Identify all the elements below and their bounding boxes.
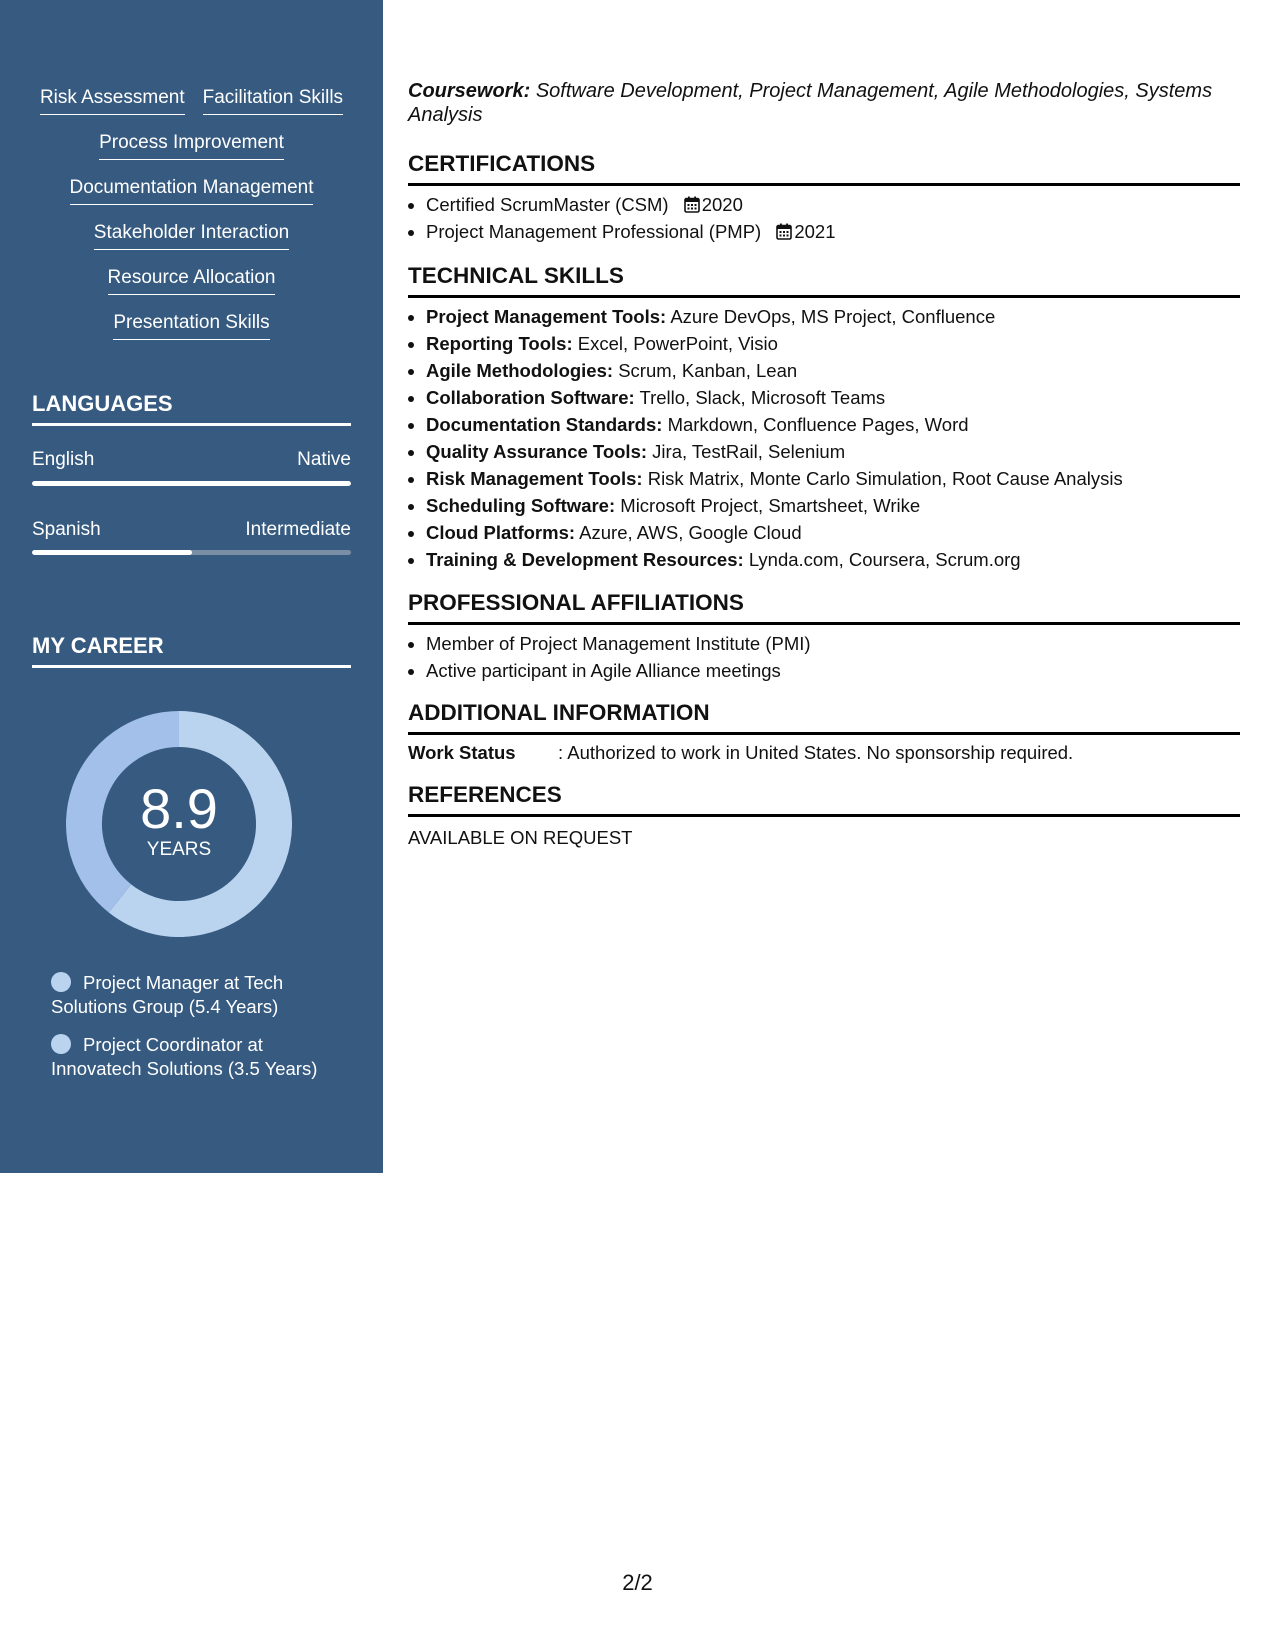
skill-tag: Stakeholder Interaction [94, 221, 289, 250]
language-spanish [32, 519, 351, 541]
skill-tag: Presentation Skills [113, 311, 269, 340]
certification-name: Project Management Professional (PMP) [426, 221, 762, 242]
career-role-item [51, 971, 341, 1019]
list-item: • Member of Project Management Institute (PMI) [426, 630, 811, 657]
language-bar-fill [32, 550, 192, 555]
list-item [426, 492, 1123, 519]
skill-label: Scheduling Software: [426, 495, 616, 516]
list-item [426, 218, 836, 245]
skill-value: Markdown, Confluence Pages, Word [667, 414, 969, 435]
career-role-label: Project Coordinator at Innovatech Solutions (3.5 Years) [51, 1034, 318, 1079]
sidebar [0, 0, 383, 1173]
skill-tag: Process Improvement [99, 131, 284, 160]
technical-skills-list [408, 303, 1123, 573]
language-bar-spanish [32, 550, 351, 555]
career-total-years: 8.9 [140, 777, 218, 840]
skill-label: Cloud Platforms: [426, 522, 576, 543]
career-years-unit: YEARS [146, 839, 212, 860]
skill-label: Risk Management Tools: [426, 468, 643, 489]
skill-tag: Documentation Management [70, 176, 314, 205]
certifications-list [408, 191, 836, 245]
language-level: Native [297, 449, 351, 470]
certification-year: 2020 [701, 194, 743, 215]
list-item [426, 465, 1123, 492]
list-item [426, 384, 1123, 411]
additional-info-heading: ADDITIONAL INFORMATION [408, 700, 1240, 735]
skill-value: Risk Matrix, Monte Carlo Simulation, Root Cause Analysis [647, 468, 1123, 489]
skill-label: Documentation Standards: [426, 414, 663, 435]
technical-skills-heading: TECHNICAL SKILLS [408, 263, 1240, 298]
skill-tag: Resource Allocation [108, 266, 276, 295]
work-status-label: Work Status [408, 742, 516, 763]
language-bar-english [32, 481, 351, 486]
coursework-text: Software Development, Project Management, Agile Methodologies, Systems Analysis [408, 80, 1213, 126]
work-status-value: : Authorized to work in United States. No sponsorship required. [558, 742, 1074, 763]
skill-label: Collaboration Software: [426, 387, 635, 408]
career-role-item [51, 1033, 341, 1081]
work-status [408, 741, 1073, 765]
affiliations-list [408, 630, 811, 684]
skill-label: Agile Methodologies: [426, 360, 614, 381]
skill-value: Microsoft Project, Smartsheet, Wrike [620, 495, 921, 516]
list-item [426, 191, 836, 218]
language-name: Spanish [32, 519, 101, 540]
list-item [426, 546, 1123, 573]
skill-value: Azure, AWS, Google Cloud [579, 522, 802, 543]
skill-value: Excel, PowerPoint, Visio [577, 333, 778, 354]
skill-value: Jira, TestRail, Selenium [652, 441, 846, 462]
calendar-icon [684, 196, 700, 213]
list-item [426, 330, 1123, 357]
donut-center [66, 711, 292, 937]
references-heading: REFERENCES [408, 782, 1240, 817]
certification-name: Certified ScrumMaster (CSM) [426, 194, 669, 215]
languages-heading: LANGUAGES [32, 391, 351, 426]
list-item [426, 357, 1123, 384]
skill-tag: Facilitation Skills [203, 86, 343, 115]
skill-label: Quality Assurance Tools: [426, 441, 648, 462]
bullet-dot-icon [51, 972, 71, 992]
career-heading: MY CAREER [32, 633, 351, 668]
calendar-icon [776, 223, 792, 240]
list-item: • Active participant in Agile Alliance meetings [426, 657, 811, 684]
skill-tag: Risk Assessment [40, 86, 185, 115]
skill-label: Reporting Tools: [426, 333, 573, 354]
skills-list [0, 86, 383, 356]
references-text: AVAILABLE ON REQUEST [408, 827, 633, 848]
language-level: Intermediate [245, 519, 351, 540]
list-item [426, 438, 1123, 465]
certifications-heading: CERTIFICATIONS [408, 151, 1240, 186]
coursework-label: Coursework: [408, 80, 531, 102]
page-number: 2/2 [622, 1570, 653, 1595]
language-bar-fill [32, 481, 351, 486]
career-donut [66, 711, 292, 937]
certification-year: 2021 [794, 221, 836, 242]
list-item [426, 519, 1123, 546]
skill-value: Lynda.com, Coursera, Scrum.org [748, 549, 1021, 570]
coursework [408, 79, 1228, 127]
bullet-dot-icon [51, 1034, 71, 1054]
list-item [426, 411, 1123, 438]
skill-label: Project Management Tools: [426, 306, 667, 327]
affiliations-heading: PROFESSIONAL AFFILIATIONS [408, 590, 1240, 625]
skill-value: Trello, Slack, Microsoft Teams [639, 387, 886, 408]
list-item [426, 303, 1123, 330]
skill-value: Scrum, Kanban, Lean [618, 360, 798, 381]
skill-label: Training & Development Resources: [426, 549, 744, 570]
language-name: English [32, 449, 95, 470]
skill-value: Azure DevOps, MS Project, Confluence [670, 306, 996, 327]
career-role-label: Project Manager at Tech Solutions Group (5.4 Years) [51, 972, 284, 1017]
language-english [32, 449, 351, 471]
